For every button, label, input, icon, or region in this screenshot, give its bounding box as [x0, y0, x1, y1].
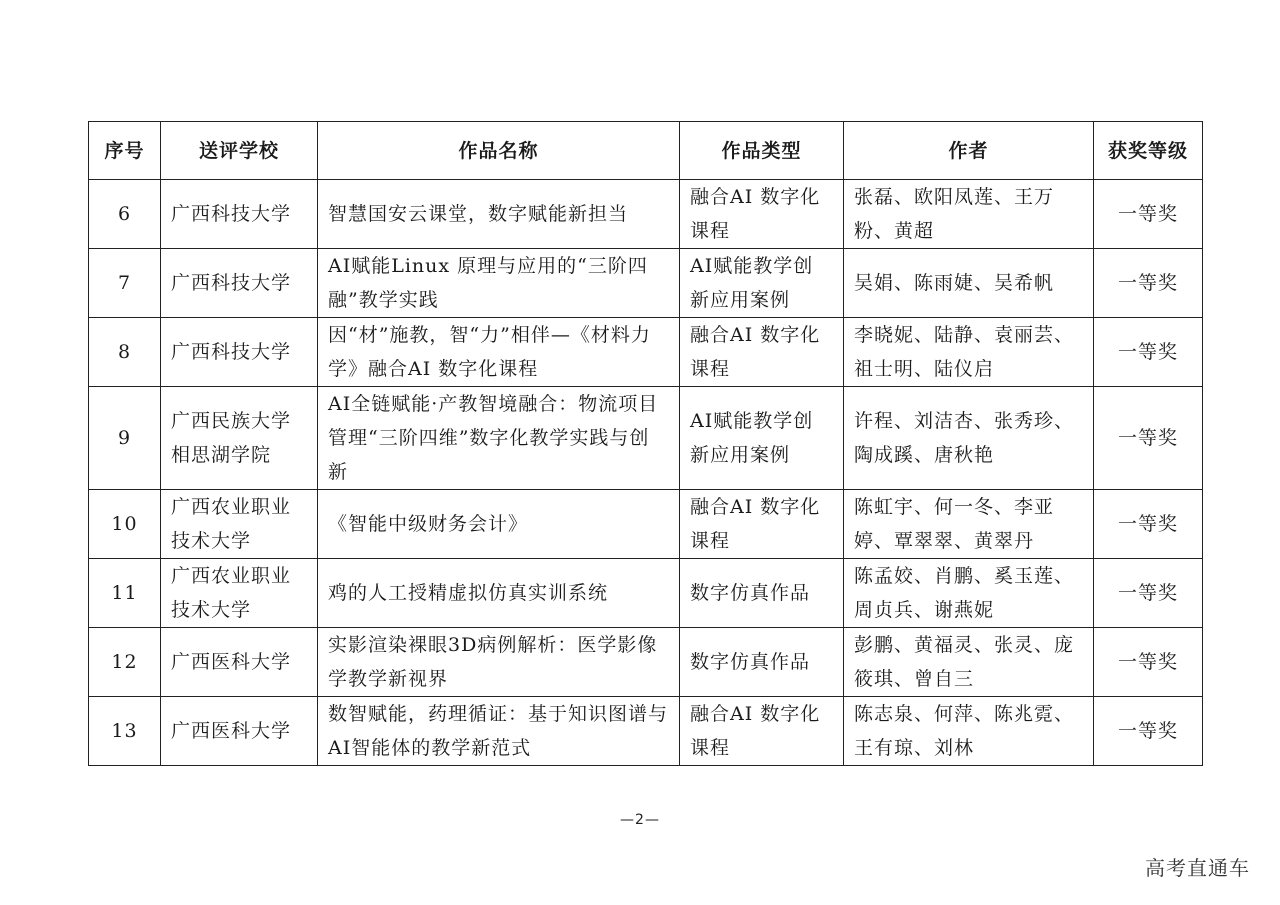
cell-award-level: 一等奖 [1094, 628, 1203, 697]
cell-school: 广西民族大学相思湖学院 [161, 387, 318, 490]
cell-work-title: 数智赋能，药理循证：基于知识图谱与AI智能体的教学新范式 [318, 697, 680, 766]
cell-authors: 彭鹏、黄福灵、张灵、庞筱琪、曾自三 [844, 628, 1094, 697]
table-row [89, 628, 1203, 697]
table-row [89, 180, 1203, 249]
cell-work-title: AI赋能Linux 原理与应用的“三阶四融”教学实践 [318, 249, 680, 318]
cell-authors: 许程、刘洁杏、张秀珍、陶成蹊、唐秋艳 [844, 387, 1094, 490]
cell-serial-number: 8 [89, 318, 161, 387]
cell-work-type: 数字仿真作品 [680, 628, 844, 697]
cell-work-title: 实影渲染裸眼3D病例解析：医学影像学教学新视界 [318, 628, 680, 697]
header-serial-number: 序号 [89, 122, 161, 180]
cell-school: 广西医科大学 [161, 697, 318, 766]
table-row [89, 318, 1203, 387]
cell-authors: 李晓妮、陆静、袁丽芸、祖士明、陆仪启 [844, 318, 1094, 387]
table-row [89, 559, 1203, 628]
cell-school: 广西科技大学 [161, 318, 318, 387]
table-row [89, 249, 1203, 318]
cell-serial-number: 10 [89, 490, 161, 559]
cell-school: 广西农业职业技术大学 [161, 559, 318, 628]
cell-school: 广西农业职业技术大学 [161, 490, 318, 559]
cell-serial-number: 6 [89, 180, 161, 249]
cell-work-type: AI赋能教学创新应用案例 [680, 249, 844, 318]
cell-work-type: AI赋能教学创新应用案例 [680, 387, 844, 490]
cell-serial-number: 9 [89, 387, 161, 490]
cell-work-type: 融合AI 数字化课程 [680, 318, 844, 387]
cell-serial-number: 13 [89, 697, 161, 766]
cell-award-level: 一等奖 [1094, 697, 1203, 766]
cell-serial-number: 7 [89, 249, 161, 318]
cell-authors: 陈志泉、何萍、陈兆霓、王有琼、刘林 [844, 697, 1094, 766]
cell-work-title: 鸡的人工授精虚拟仿真实训系统 [318, 559, 680, 628]
cell-serial-number: 11 [89, 559, 161, 628]
cell-award-level: 一等奖 [1094, 490, 1203, 559]
cell-award-level: 一等奖 [1094, 318, 1203, 387]
table-row [89, 697, 1203, 766]
header-authors: 作者 [844, 122, 1094, 180]
cell-school: 广西科技大学 [161, 249, 318, 318]
header-school: 送评学校 [161, 122, 318, 180]
cell-school: 广西科技大学 [161, 180, 318, 249]
cell-work-type: 融合AI 数字化课程 [680, 180, 844, 249]
cell-authors: 陈虹宇、何一冬、李亚婷、覃翠翠、黄翠丹 [844, 490, 1094, 559]
table-row [89, 490, 1203, 559]
page-number: —2— [620, 812, 660, 828]
cell-authors: 陈孟姣、肖鹏、奚玉莲、周贞兵、谢燕妮 [844, 559, 1094, 628]
header-work-title: 作品名称 [318, 122, 680, 180]
table-header-row [89, 122, 1203, 180]
cell-work-type: 数字仿真作品 [680, 559, 844, 628]
table-row [89, 387, 1203, 490]
cell-award-level: 一等奖 [1094, 249, 1203, 318]
cell-work-title: 《智能中级财务会计》 [318, 490, 680, 559]
awards-table [88, 121, 1203, 766]
cell-school: 广西医科大学 [161, 628, 318, 697]
cell-authors: 张磊、欧阳凤莲、王万粉、黄超 [844, 180, 1094, 249]
cell-work-title: AI全链赋能·产教智境融合：物流项目管理“三阶四维”数字化教学实践与创新 [318, 387, 680, 490]
cell-work-type: 融合AI 数字化课程 [680, 697, 844, 766]
cell-award-level: 一等奖 [1094, 387, 1203, 490]
header-award-level: 获奖等级 [1094, 122, 1203, 180]
cell-work-title: 因“材”施教，智“力”相伴—《材料力学》融合AI 数字化课程 [318, 318, 680, 387]
cell-work-type: 融合AI 数字化课程 [680, 490, 844, 559]
cell-work-title: 智慧国安云课堂，数字赋能新担当 [318, 180, 680, 249]
header-work-type: 作品类型 [680, 122, 844, 180]
cell-serial-number: 12 [89, 628, 161, 697]
cell-award-level: 一等奖 [1094, 559, 1203, 628]
cell-authors: 吴娟、陈雨婕、吴希帆 [844, 249, 1094, 318]
watermark-text: 高考直通车 [1145, 856, 1250, 880]
cell-award-level: 一等奖 [1094, 180, 1203, 249]
